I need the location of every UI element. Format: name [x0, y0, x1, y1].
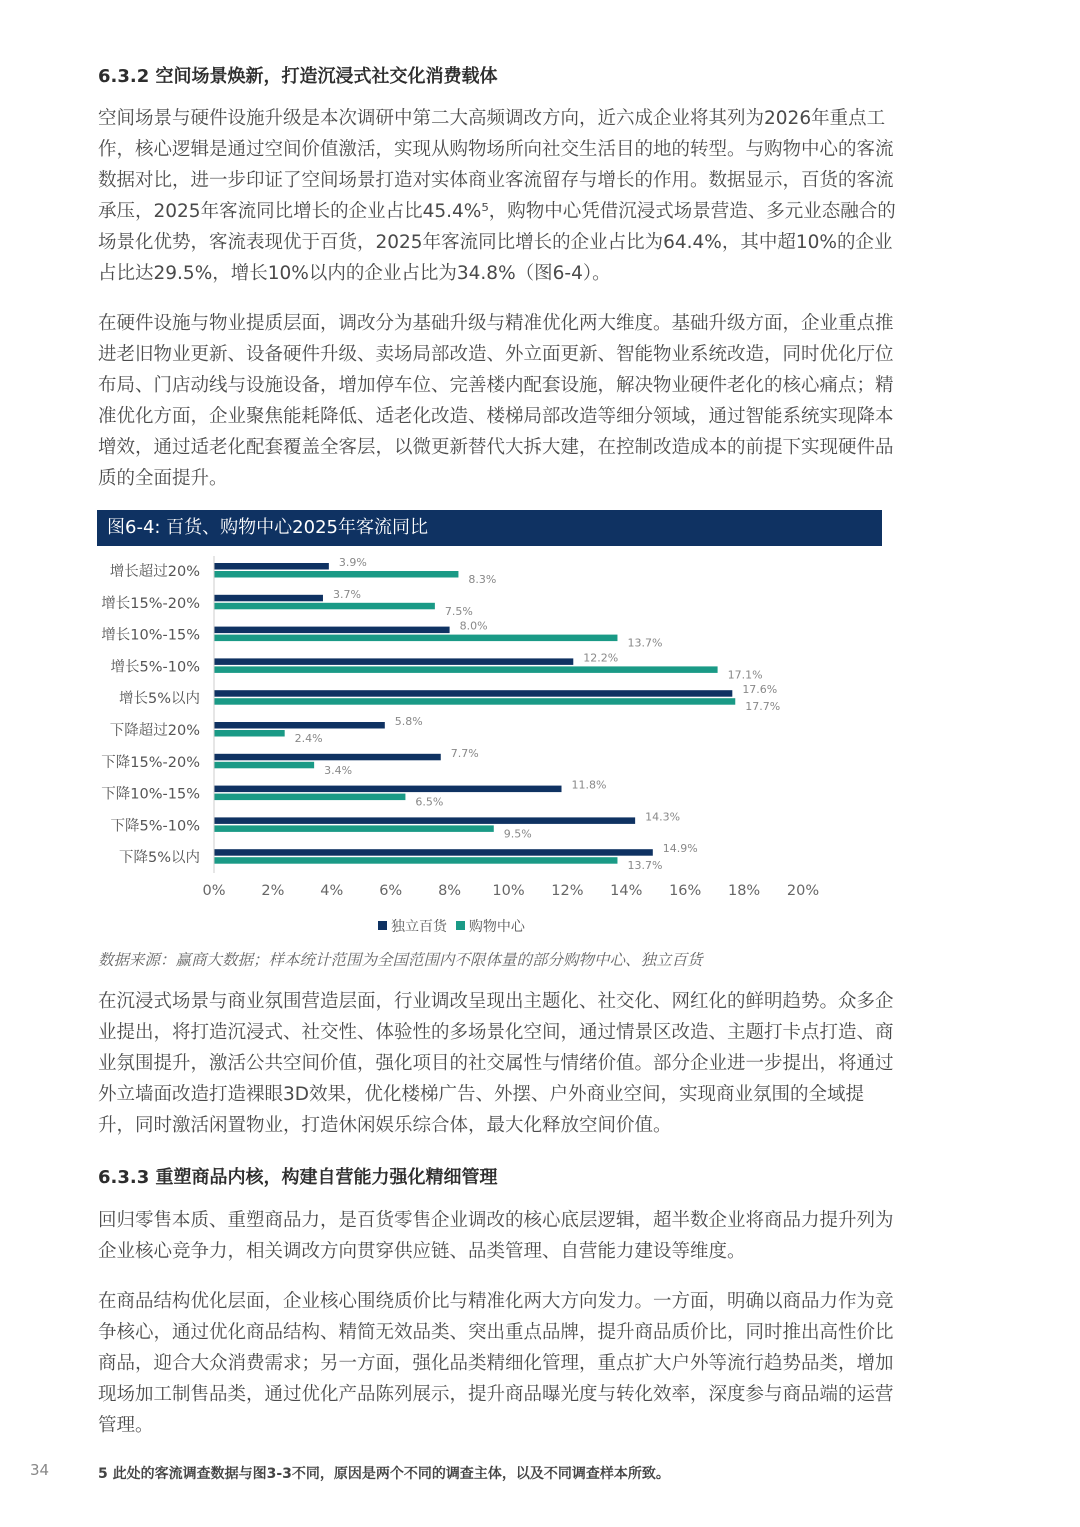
legend-label-department-store: 独立百货	[391, 919, 447, 935]
bar-department-store	[214, 690, 732, 697]
bar-department-store	[214, 658, 573, 665]
bar-department-store	[214, 627, 450, 634]
x-tick-label: 18%	[727, 883, 761, 899]
paragraph-2: 在硬件设施与物业提质层面，调改分为基础升级与精准优化两大维度。基础升级方面，企业重点推进老旧物业更新、设备硬件升级、卖场局部改造、外立面更新、智能物业系统改造，同时优化厅位布局、门店动线与设施设备，增加停车位、完善楼内配套设施，解决物业硬件老化的核心痛点；精准优化方面，企业聚焦能耗降低、适老化改造、楼梯局部改造等细分领域，通过智能系统实现降本增效，通过适老化配套覆盖全客层，以微更新替代大拆大建，在控制改造成本的前提下实现硬件品质的全面提升。	[98, 313, 894, 489]
figure-title-bar: 图6-4: 百货、购物中心2025年客流同比	[97, 510, 882, 546]
data-label: 9.5%	[503, 827, 532, 841]
paragraph-1: 空间场景与硬件设施升级是本次调研中第二大高频调改方向，近六成企业将其列为2026年重点工作，核心逻辑是通过空间价值激活，实现从购物场所向社交生活目的地的转型。与购物中心的客流数据对比，进一步印证了空间场景打造对实体商业客流留存与增长的作用。数据显示，百货的客流承压，2025年客流同比增长的企业占比45.4%⁵，购物中心凭借沉浸式场景营造、多元业态融合的场景化优势，客流表现优于百货，2025年客流同比增长的企业占比为64.4%，其中超10%的企业占比达29.5%，增长10%以内的企业占比为34.8%（图6-4）。	[98, 108, 896, 284]
bar-department-store	[214, 754, 441, 761]
data-label: 17.7%	[745, 700, 781, 714]
data-label: 3.4%	[324, 763, 353, 777]
paragraph-5: 在商品结构优化层面，企业核心围绕质价比与精准化两大方向发力。一方面，明确以商品力作为竞争核心，通过优化商品结构、精简无效品类、突出重点品牌，提升商品质价比，同时推出高性价比商品，迎合大众消费需求；另一方面，强化品类精细化管理，重点扩大户外等流行趋势品类，增加现场加工制售品类，通过优化产品陈列展示，提升商品曝光度与转化效率，深度参与商品端的运营管理。	[98, 1291, 894, 1436]
data-label: 8.0%	[459, 619, 488, 633]
legend-label-shopping-center: 购物中心	[468, 919, 525, 935]
bar-department-store	[214, 722, 385, 729]
category-label: 增长10%-15%	[101, 627, 200, 644]
x-tick-label: 20%	[786, 883, 820, 899]
bar-department-store	[214, 563, 329, 570]
data-label: 17.1%	[727, 668, 763, 682]
data-label: 11.8%	[571, 778, 607, 792]
bar-shopping-center	[214, 666, 718, 673]
bar-department-store	[214, 786, 562, 793]
data-label: 17.6%	[742, 683, 778, 697]
section-heading-6-3-3: 6.3.3 重塑商品内核，构建自营能力强化精细管理	[98, 1167, 498, 1188]
bar-shopping-center	[214, 762, 314, 769]
category-label: 下降5%以内	[118, 850, 200, 867]
data-label: 7.5%	[444, 604, 473, 618]
category-label: 增长超过20%	[109, 564, 200, 580]
data-label: 3.7%	[332, 587, 361, 601]
bar-shopping-center	[214, 794, 405, 801]
data-label: 14.9%	[662, 842, 698, 856]
x-tick-label: 10%	[492, 883, 525, 899]
category-label: 下降10%-15%	[101, 786, 200, 803]
data-source-note: 数据来源：赢商大数据；样本统计范围为全国范围内不限体量的部分购物中心、独立百货	[98, 951, 703, 969]
data-label: 13.7%	[627, 636, 663, 650]
data-label: 13.7%	[627, 859, 663, 873]
category-label: 增长5%-10%	[110, 659, 200, 676]
bar-shopping-center	[214, 730, 285, 737]
x-tick-label: 6%	[379, 883, 403, 899]
category-label: 下降5%-10%	[110, 818, 200, 835]
bar-chart	[90, 552, 830, 912]
category-label: 增长15%-20%	[101, 595, 200, 612]
legend-swatch-department-store	[378, 921, 387, 930]
category-label: 增长5%以内	[118, 691, 200, 708]
data-label: 2.4%	[294, 732, 323, 745]
page-number: 34	[30, 1461, 50, 1479]
data-label: 12.2%	[583, 651, 619, 665]
x-tick-label: 16%	[669, 883, 702, 899]
data-label: 3.9%	[338, 556, 367, 569]
category-label: 下降超过20%	[109, 723, 200, 739]
x-tick-label: 0%	[202, 883, 226, 899]
x-tick-label: 12%	[551, 883, 584, 899]
data-label: 6.5%	[415, 795, 444, 809]
bar-department-store	[214, 849, 653, 856]
data-label: 14.3%	[645, 810, 681, 824]
bar-shopping-center	[214, 635, 617, 642]
bar-department-store	[214, 817, 635, 824]
category-label: 下降15%-20%	[101, 754, 200, 771]
chart-legend	[378, 916, 525, 936]
legend-swatch-shopping-center	[456, 921, 465, 930]
x-tick-label: 14%	[610, 883, 643, 899]
x-tick-label: 8%	[438, 883, 462, 899]
data-label: 8.3%	[468, 573, 497, 586]
x-tick-label: 4%	[320, 883, 344, 899]
paragraph-3: 在沉浸式场景与商业氛围营造层面，行业调改呈现出主题化、社交化、网红化的鲜明趋势。众多企业提出，将打造沉浸式、社交性、体验性的多场景化空间，通过情景区改造、主题打卡点打造、商业氛围提升，激活公共空间价值，强化项目的社交属性与情绪价值。部分企业进一步提出，将通过外立墙面改造打造裸眼3D效果，优化楼梯广告、外摆、户外商业空间，实现商业氛围的全域提升，同时激活闲置物业，打造休闲娱乐综合体，最大化释放空间价值。	[98, 991, 894, 1136]
paragraph-4: 回归零售本质、重塑商品力，是百货零售企业调改的核心底层逻辑，超半数企业将商品力提升列为企业核心竞争力，相关调改方向贯穿供应链、品类管理、自营能力建设等维度。	[98, 1210, 894, 1262]
data-label: 5.8%	[394, 715, 423, 728]
x-tick-label: 2%	[261, 883, 285, 899]
bar-shopping-center	[214, 571, 458, 578]
section-heading-6-3-2: 6.3.2 空间场景焕新，打造沉浸式社交化消费载体	[98, 66, 498, 87]
bar-department-store	[214, 595, 323, 602]
data-label: 7.7%	[450, 746, 479, 760]
bar-shopping-center	[214, 603, 435, 610]
bar-shopping-center	[214, 698, 735, 705]
bar-shopping-center	[214, 857, 617, 864]
footnote: 5 此处的客流调查数据与图3-3不同，原因是两个不同的调查主体，以及不同调查样本所致。	[98, 1466, 670, 1482]
bar-shopping-center	[214, 825, 494, 832]
